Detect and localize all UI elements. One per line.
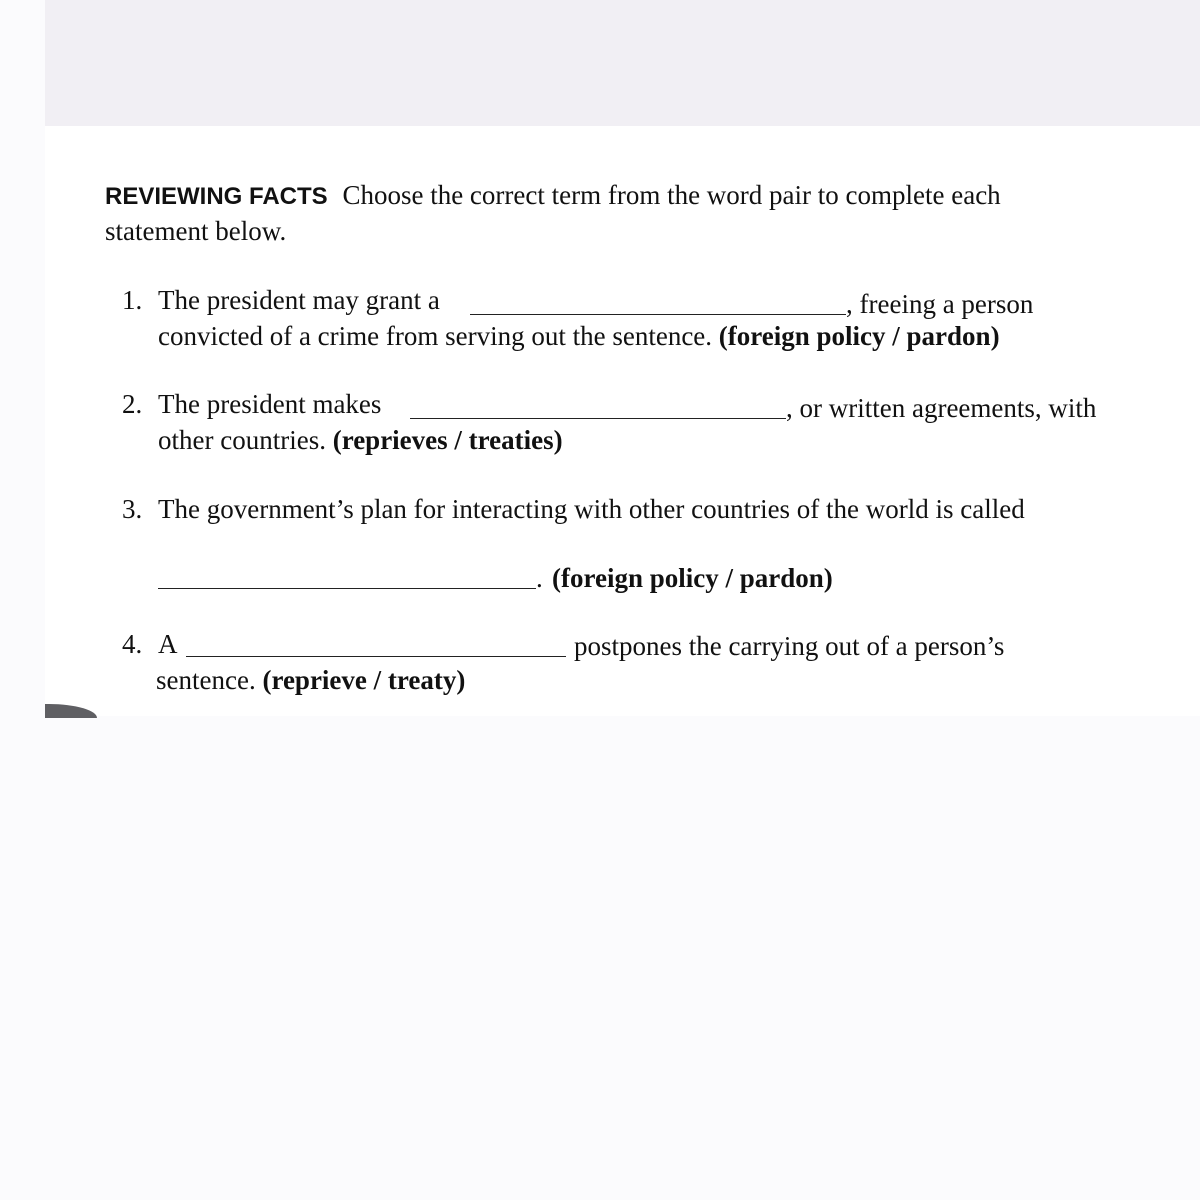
question-1-line-2 [158,318,1000,354]
question-2-text-after: , or written agreements, with [786,393,1097,423]
question-3-choices: (foreign policy / pardon) [552,563,833,593]
question-1-text-after: , freeing a person [846,289,1034,319]
question-2-number: 2. [122,389,143,419]
question-3-number: 3. [122,494,143,524]
instructions-text-2: statement below. [105,216,287,246]
instructions-text-1: Choose the correct term from the word pair to complete each [342,180,1001,210]
question-2-line-2 [158,422,563,458]
question-4-answer-blank[interactable] [186,656,566,657]
question-2-continuation: other countries. [158,425,326,455]
question-1-number: 1. [122,285,143,315]
question-4-number: 4. [122,629,143,659]
question-2-choices: (reprieves / treaties) [332,425,563,455]
section-label: REVIEWING FACTS [105,183,328,210]
instructions-header [105,178,1115,249]
question-1-text-before: The president may grant a [158,285,440,315]
question-3-text: The government’s plan for interacting with other countries of the world is called [158,494,1025,524]
question-1-answer-blank[interactable] [470,314,846,315]
question-1-continuation: convicted of a crime from serving out the sentence. [158,321,713,351]
question-4-choices: (reprieve / treaty) [262,665,466,695]
top-background-band [45,0,1200,126]
question-4-continuation: sentence. [156,665,256,695]
question-4-text-after: postpones the carrying out of a person’s [574,631,1005,661]
question-4-text-before: A [158,629,178,659]
question-3-period: . [536,563,543,593]
question-3-answer-blank[interactable] [158,588,536,589]
question-2-text-before: The president makes [158,389,382,419]
question-1-choices: (foreign policy / pardon) [718,321,1000,351]
question-4-line-2 [156,662,465,698]
question-2-answer-blank[interactable] [410,418,786,419]
